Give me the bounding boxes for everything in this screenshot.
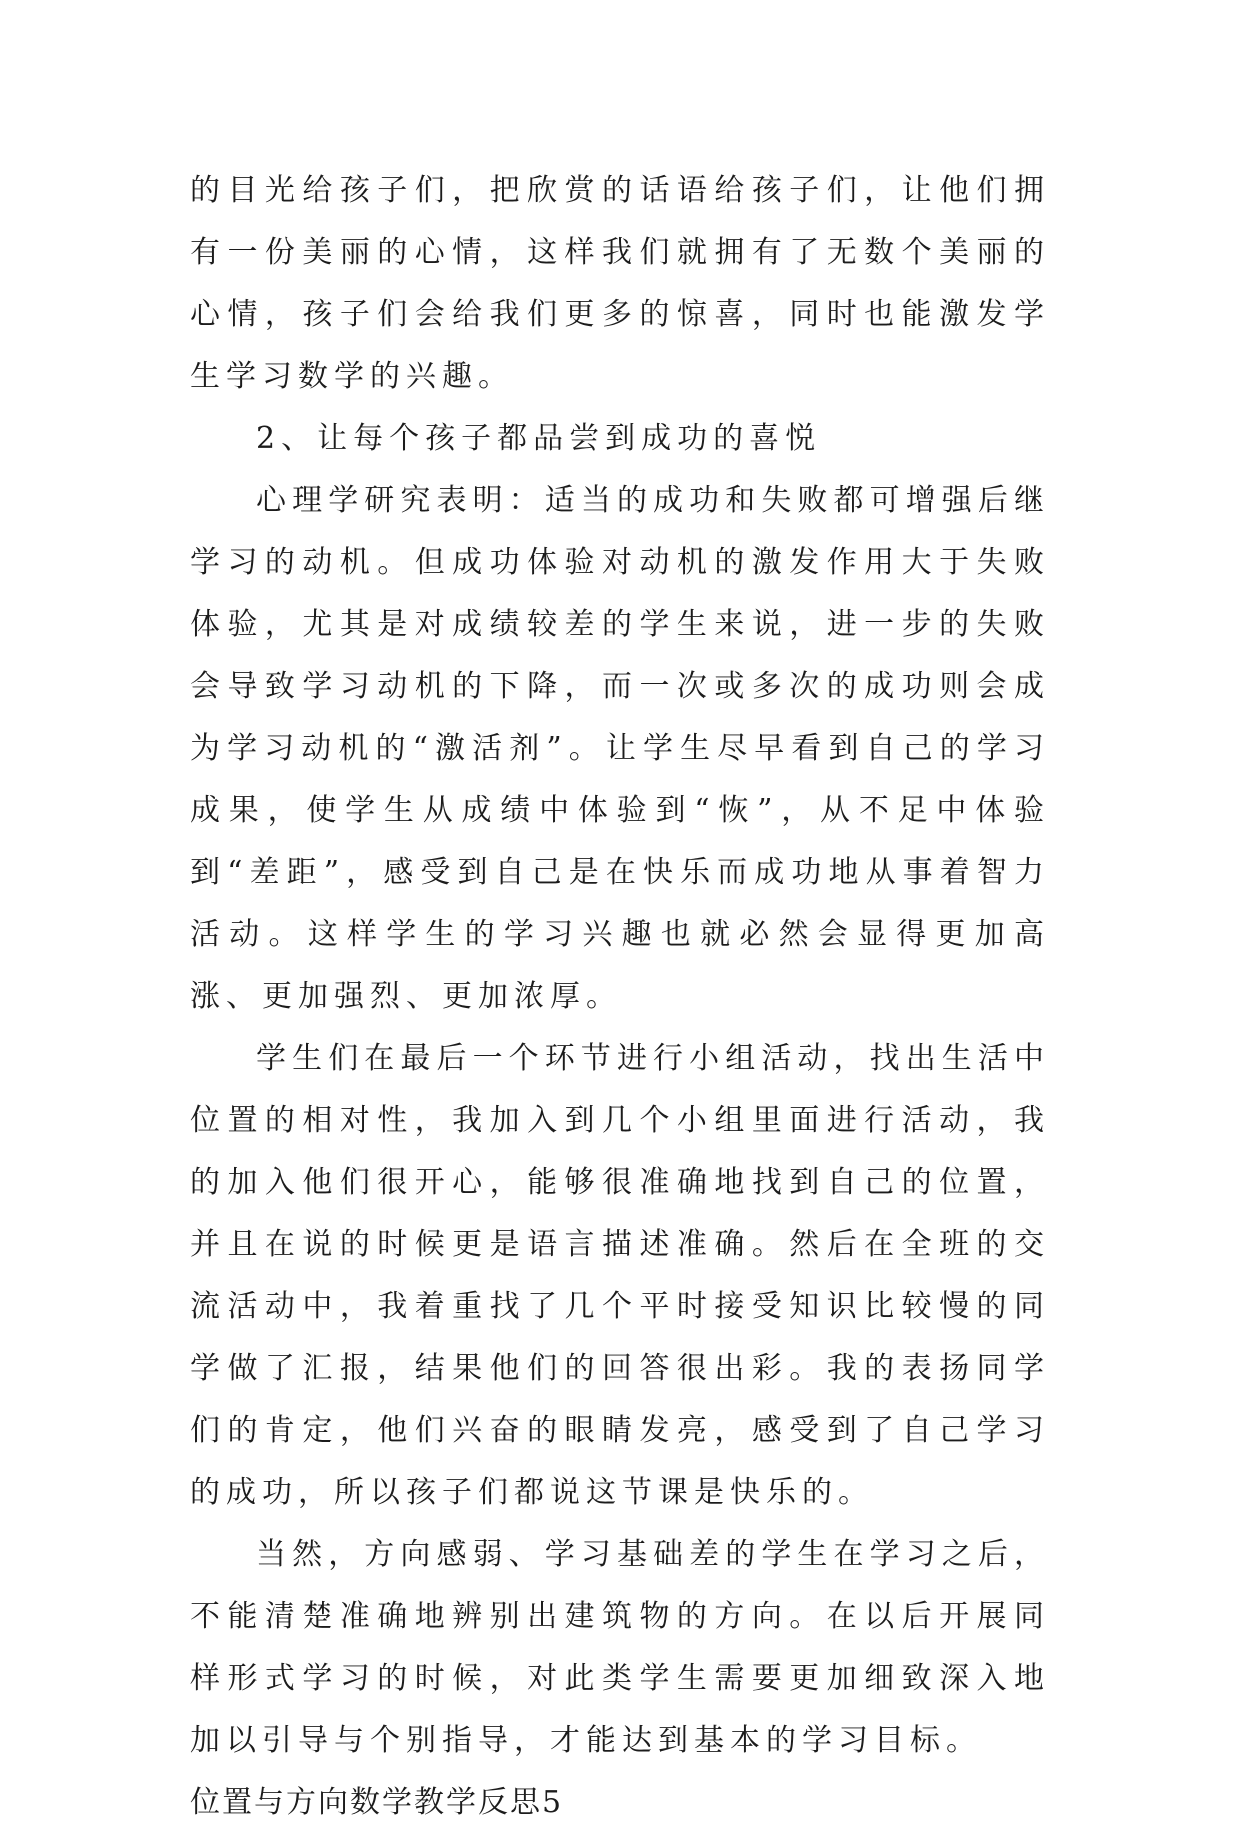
section-title: 位置与方向数学教学反思5 — [190, 1785, 564, 1820]
paragraph-continuation: 的目光给孩子们，把欣赏的话语给孩子们，让他们拥有一份美丽的心情，这样我们就拥有了无数个美丽的心情，孩子们会给我们更多的惊喜，同时也能激发学生学习数学的兴趣。 — [190, 173, 1050, 394]
paragraph-reflection: 当然，方向感弱、学习基础差的学生在学习之后，不能清楚准确地辨别出建筑物的方向。在以后开展同样形式学习的时候，对此类学生需要更加细致深入地加以引导与个别指导，才能达到基本的学习目标。 — [190, 1537, 1050, 1758]
paragraph-group-activity: 学生们在最后一个环节进行小组活动，找出生活中位置的相对性，我加入到几个小组里面进行活动，我的加入他们很开心，能够很准确地找到自己的位置，并且在说的时候更是语言描述准确。然后在全班的交流活动中，我着重找了几个平时接受知识比较慢的同学做了汇报，结果他们的回答很出彩。我的表扬同学们的肯定，他们兴奋的眼睛发亮，感受到了自己学习的成功，所以孩子们都说这节课是快乐的。 — [190, 1041, 1050, 1510]
paragraph-psychology: 心理学研究表明：适当的成功和失败都可增强后继学习的动机。但成功体验对动机的激发作用大于失败体验，尤其是对成绩较差的学生来说，进一步的失败会导致学习动机的下降，而一次或多次的成功则会成为学习动机的“激活剂”。让学生尽早看到自己的学习成果，使学生从成绩中体验到“恢”，从不足中体验到“差距”，感受到自己是在快乐而成功地从事着智力活动。这样学生的学习兴趣也就必然会显得更加高涨、更加强烈、更加浓厚。 — [190, 483, 1050, 1014]
paragraph-subheading: 2、让每个孩子都品尝到成功的喜悦 — [256, 421, 822, 456]
document-body — [190, 160, 1050, 1834]
